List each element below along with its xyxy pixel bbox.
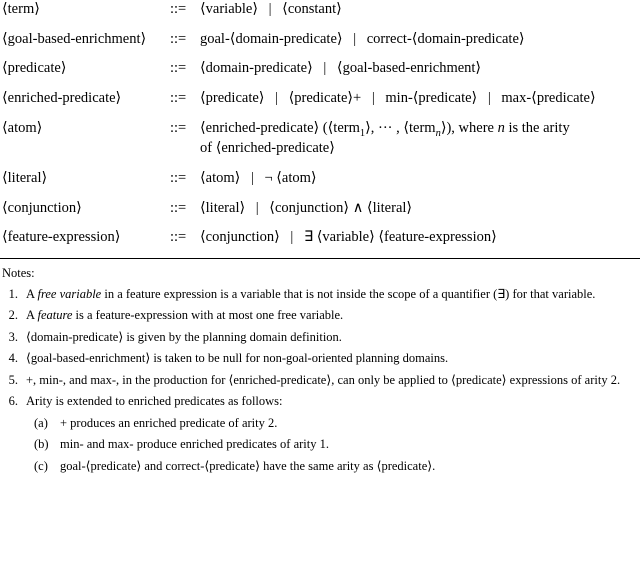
grammar-rule: [2, 228, 638, 246]
rule-lhs: ⟨enriched-predicate⟩: [2, 89, 122, 106]
rule-rhs: ⟨domain-predicate⟩ | ⟨goal-based-enrichment⟩: [200, 60, 482, 77]
subnote-text: goal-⟨predicate⟩ and correct-⟨predicate⟩ have the same arity as ⟨predicate⟩.: [60, 458, 436, 473]
note-number: 5.: [8, 372, 18, 387]
note-number: 3.: [8, 329, 18, 344]
rule-rhs: ⟨enriched-predicate⟩ (⟨term$_1$⟩, ··· , ⟨term$_n$⟩), where n is the arity of ⟨enriched-predicate⟩: [200, 119, 570, 157]
rule-define-symbol: ::=: [170, 89, 187, 106]
list-item: [0, 307, 640, 324]
grammar-rule: [2, 199, 638, 217]
rule-define-symbol: ::=: [170, 60, 187, 77]
rule-define-symbol: ::=: [170, 199, 187, 216]
rule-lhs: ⟨conjunction⟩: [2, 199, 82, 216]
note-number: 2.: [8, 308, 18, 323]
subnote-text: + produces an enriched predicate of arity 2.: [60, 415, 278, 430]
note-text: +, min-, and max-, in the production for ⟨enriched-predicate⟩, can only be applied to ⟨predicate⟩ expressions of arity 2.: [26, 372, 621, 387]
rule-rhs: ⟨literal⟩ | ⟨conjunction⟩ ∧ ⟨literal⟩: [200, 199, 413, 216]
rule-lhs: ⟨literal⟩: [2, 170, 48, 187]
rule-rhs: ⟨variable⟩ | ⟨constant⟩: [200, 1, 342, 17]
grammar-rule: [2, 89, 638, 107]
notes-heading: Notes:: [2, 265, 35, 280]
grammar-rule: [2, 169, 638, 187]
section-divider: [0, 258, 640, 259]
rule-lhs: ⟨term⟩: [2, 1, 40, 17]
rule-define-symbol: ::=: [170, 229, 187, 246]
list-item: [0, 329, 640, 346]
subnote-label: (a): [34, 415, 48, 430]
list-item: [26, 436, 640, 453]
subnote-label: (c): [34, 458, 48, 473]
rule-rhs: ⟨conjunction⟩ | ∃ ⟨variable⟩ ⟨feature-expression⟩: [200, 229, 497, 246]
grammar-rule: [2, 119, 638, 158]
list-item: [26, 415, 640, 432]
rule-lhs: ⟨goal-based-enrichment⟩: [2, 30, 147, 47]
note-number: 1.: [8, 286, 18, 301]
notes-list: [0, 286, 640, 480]
rule-lhs: ⟨predicate⟩: [2, 60, 67, 77]
note-text: ⟨goal-based-enrichment⟩ is taken to be null for non-goal-oriented planning domains.: [26, 351, 449, 366]
note-text: A feature is a feature-expression with at most one free variable.: [26, 308, 344, 323]
rule-lhs: ⟨atom⟩: [2, 119, 43, 136]
rule-define-symbol: ::=: [170, 1, 187, 17]
notes-sublist: [26, 415, 640, 475]
rule-define-symbol: ::=: [170, 30, 187, 47]
list-item: [0, 286, 640, 303]
grammar-rule: [2, 59, 638, 77]
grammar-rule: [2, 0, 638, 18]
list-item: [0, 393, 640, 479]
rule-define-symbol: ::=: [170, 170, 187, 187]
rule-rhs: ⟨predicate⟩ | ⟨predicate⟩+ | min-⟨predicate⟩ | max-⟨predicate⟩: [200, 89, 596, 106]
list-item: [0, 372, 640, 389]
rule-rhs: goal-⟨domain-predicate⟩ | correct-⟨domain-predicate⟩: [200, 30, 525, 47]
note-number: 4.: [8, 351, 18, 366]
note-text: ⟨domain-predicate⟩ is given by the planning domain definition.: [26, 329, 342, 344]
list-item: [0, 350, 640, 367]
rule-rhs: ⟨atom⟩ | ¬ ⟨atom⟩: [200, 170, 317, 187]
subnote-label: (b): [34, 437, 49, 452]
note-number: 6.: [8, 394, 18, 409]
subnote-text: min- and max- produce enriched predicates of arity 1.: [60, 437, 329, 452]
note-text-with-sublist: [26, 393, 640, 479]
list-item: [26, 458, 640, 475]
rule-define-symbol: ::=: [170, 119, 187, 136]
note-text: Arity is extended to enriched predicates as follows:: [26, 394, 283, 409]
grammar-rule: [2, 30, 638, 48]
note-text: A free variable in a feature expression is a variable that is not inside the scope of a quantifier (∃) for that variable.: [26, 286, 596, 301]
grammar-production-list: [0, 0, 640, 246]
rule-lhs: ⟨feature-expression⟩: [2, 229, 121, 246]
